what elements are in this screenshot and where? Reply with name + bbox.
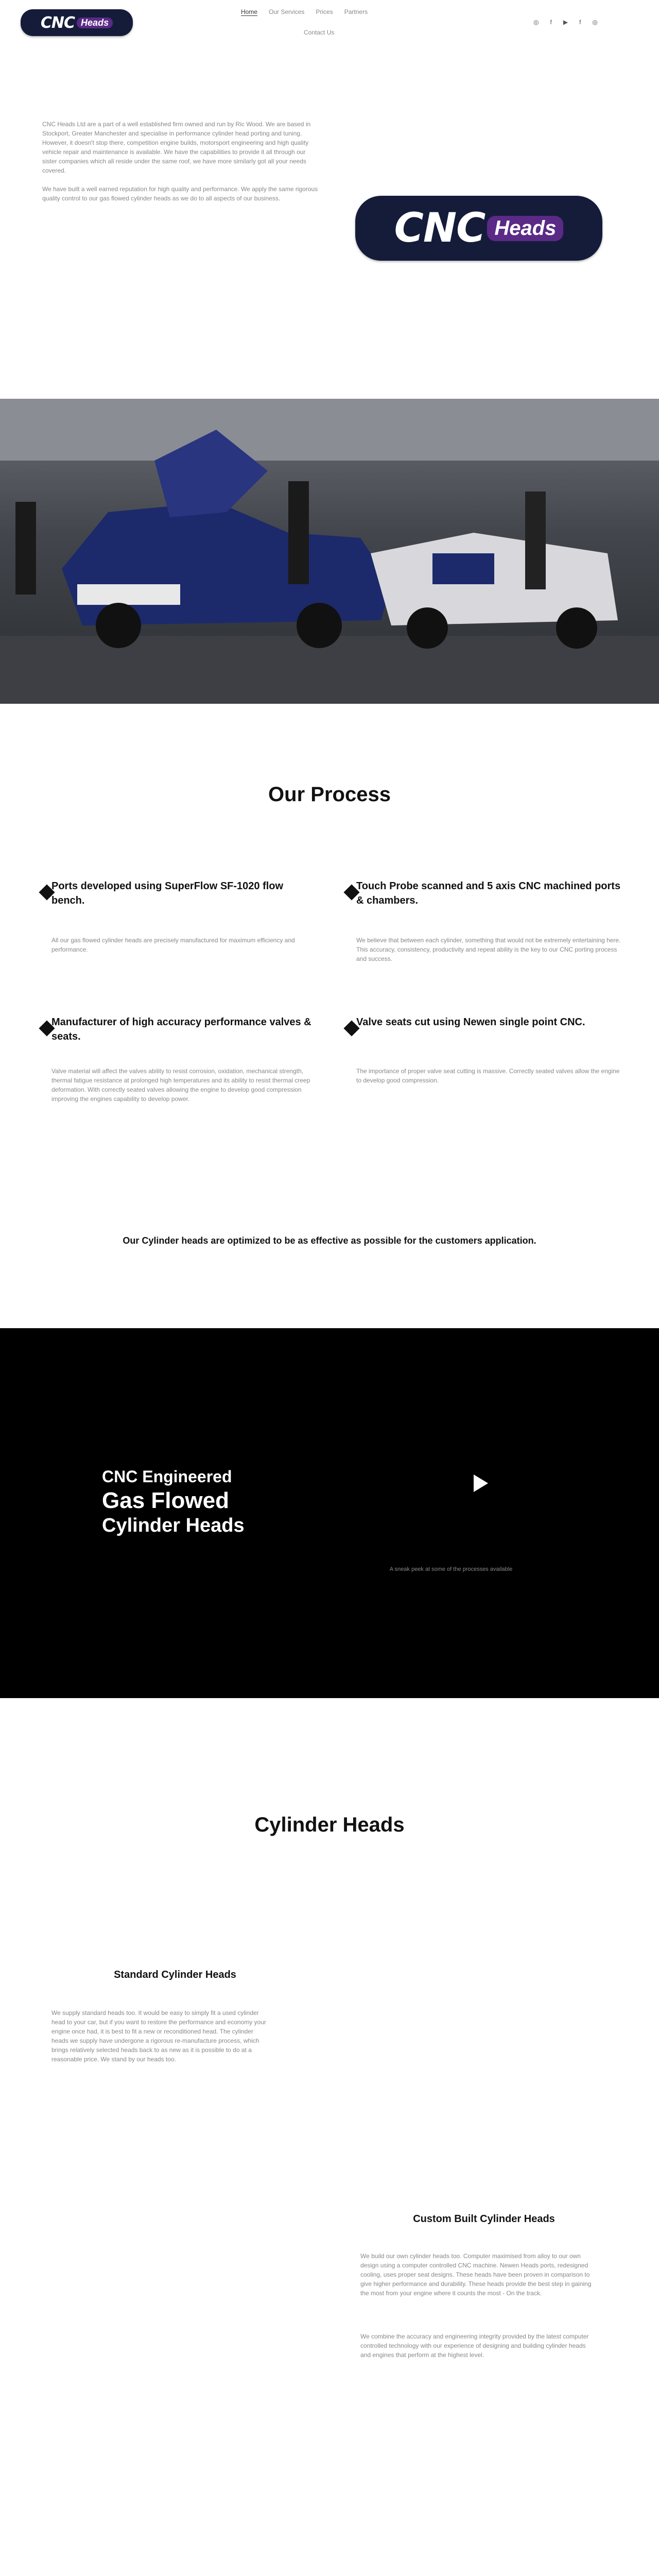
youtube-icon[interactable]: ▶ [563,19,568,26]
process-item-body: Valve material will affect the valves ability to resist corrosion, oxidation, mechanical strength, thermal fatigue resistance at prolonged high temperatures and its ability to resist thermal creep deformation. With correctly seated valves allowing the engine to develop good compression improving the engines capability to develop power. [51,1067,310,1103]
process-item-body: All our gas flowed cylinder heads are precisely manufactured for maximum efficiency and performance. [51,937,295,953]
intro-text [42,120,320,212]
process-tagline: Our Cylinder heads are optimized to be as effective as possible for the customers application. [123,1235,536,1246]
race-car-illustration [0,399,659,704]
process-title: Our Process [268,783,391,806]
video-line-3: Cylinder Heads [102,1515,245,1536]
facebook-icon[interactable]: f [550,19,552,26]
nav-services[interactable]: Our Services [269,8,305,15]
nav-partners[interactable]: Partners [344,8,368,15]
process-item-title: Ports developed using SuperFlow SF-1020 flow bench. [51,880,284,906]
video-line-2: Gas Flowed [102,1488,229,1513]
process-item-title: Valve seats cut using Newen single point CNC. [356,1016,585,1028]
video-caption: A sneak peek at some of the processes available [389,1566,513,1572]
main-nav [241,8,368,16]
process-item-title: Touch Probe scanned and 5 axis CNC machined ports & chambers. [356,880,621,906]
custom-heads-title: Custom Built Cylinder Heads [413,2213,555,2225]
nav-contact[interactable]: Contact Us [304,29,335,36]
instagram-alt-icon[interactable]: ◎ [592,19,598,26]
nav-prices[interactable]: Prices [316,8,333,15]
nav-home[interactable]: Home [241,8,258,15]
process-item-title: Manufacturer of high accuracy performance valves & seats. [51,1016,311,1042]
site-logo[interactable]: CNC Heads [21,9,133,36]
standard-heads-body: We supply standard heads too. It would be easy to simply fit a used cylinder head to your car, but if you want to restore the performance and economy your engine once had, it is best to fit a new or reconditioned head. The cylinder heads we supply have undergone a rigorous re-manufacture process, which brings relatively selected heads back to as new as it is possible to do at a reasonable price. We stand by our heads too. [51,2009,266,2063]
intro-paragraph: CNC Heads Ltd are a part of a well established firm owned and run by Ric Wood. We are based in Stockport, Greater Manchester and specialise in performance cylinder head porting and tuning. However, it doesn't stop there, competition engine builds, motorsport engineering and high quality vehicle repair and maintenance is available. We have the capabilities to provide it all through our sister companies which all reside under the same roof, we have more similarly got all your needs covered. [42,121,311,174]
facebook-alt-icon[interactable]: f [579,19,581,26]
workshop-photo [0,399,659,704]
instagram-icon[interactable]: ◎ [533,19,539,26]
intro-paragraph: We have built a well earned reputation for high quality and performance. We apply the same rigorous quality control to our gas flowed cylinder heads as we do to all aspects of our business. [42,185,318,202]
standard-heads-title: Standard Cylinder Heads [114,1969,236,1980]
process-item-body: We believe that between each cylinder, something that would not be extremely entertaining here. This accuracy, consistency, productivity and repeat ability is the key to our CNC porting process and success. [356,937,621,962]
play-icon[interactable] [474,1475,488,1492]
site-header [0,0,659,57]
video-line-1: CNC Engineered [102,1467,232,1486]
cylinder-title: Cylinder Heads [254,1814,405,1836]
intro-logo: CNC Heads [355,196,602,261]
video-section [0,1328,659,1698]
custom-heads-body: We combine the accuracy and engineering integrity provided by the latest computer controlled technology with our experience of designing and building cylinder heads and engines that perform at the highest level. [360,2333,589,2359]
process-item-body: The importance of proper valve seat cutting is massive. Correctly seated valves allow the engine to develop good compression. [356,1067,620,1084]
custom-heads-body: We build our own cylinder heads too. Computer maximised from alloy to our own design using a computer controlled CNC machine. Newen Heads ports, redesigned cooling, uses proper seat designs. These heads have been proven in comparison to give higher performance and durability. These heads provide the best step in gaining the most from your engine where it counts the most - On the track. [360,2252,592,2297]
social-links [533,19,598,26]
